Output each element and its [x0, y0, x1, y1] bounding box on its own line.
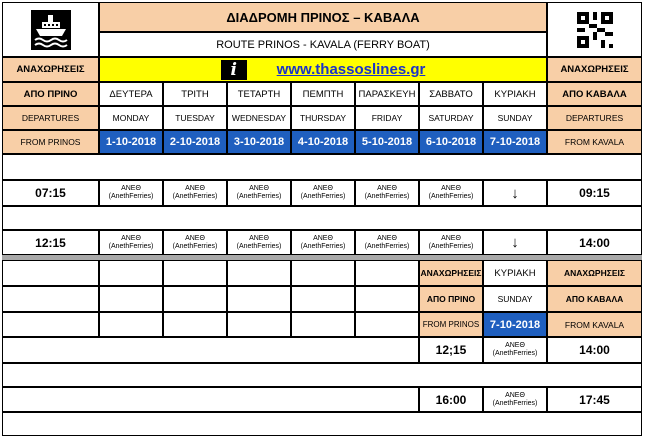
company-name-en: (AnethFerries) — [300, 193, 346, 200]
sunday-day-en: SUNDAY — [483, 286, 547, 312]
day-wednesday-date: 3-10-2018 — [227, 130, 291, 154]
day-sunday-en: SUNDAY — [483, 106, 547, 130]
day-thursday-en: THURSDAY — [291, 106, 355, 130]
empty-cell — [2, 260, 99, 286]
ferry-company-cell — [355, 230, 419, 255]
day-friday-en: FRIDAY — [355, 106, 419, 130]
sunday-departure-kavala-time: 17:45 — [547, 387, 642, 412]
company-name-en: (AnethFerries) — [428, 242, 474, 250]
blank-row — [2, 206, 642, 230]
company-name: ΑΝΕΘ — [185, 234, 205, 242]
day-saturday-date: 6-10-2018 — [419, 130, 483, 154]
ferry-company-cell — [483, 387, 547, 412]
empty-cell — [227, 286, 291, 312]
ferry-company-cell — [99, 230, 163, 255]
down-arrow-icon: ↓ — [483, 230, 547, 255]
left-header-line3: DEPARTURES — [2, 106, 99, 130]
sunday-day-gr: ΚΥΡΙΑΚΗ — [483, 260, 547, 286]
ferry-company-cell — [291, 230, 355, 255]
empty-cell — [355, 286, 419, 312]
day-tuesday-gr: ΤΡΙΤΗ — [163, 82, 227, 106]
company-name-en: (AnethFerries) — [300, 242, 346, 250]
company-name-en: (AnethFerries) — [172, 242, 218, 250]
route-title-english: ROUTE PRINOS - KAVALA (FERRY BOAT) — [99, 32, 547, 57]
company-name: ΑΝΕΘ — [249, 234, 269, 242]
empty-cell — [227, 312, 291, 337]
day-monday-en: MONDAY — [99, 106, 163, 130]
down-arrow-icon: ↓ — [483, 180, 547, 206]
ferry-timetable — [2, 2, 642, 436]
departure-prinos-time: 12:15 — [2, 230, 99, 255]
company-name: ΑΝΕΘ — [313, 185, 333, 192]
info-icon: i — [221, 60, 247, 80]
ferry-logo-cell — [2, 2, 99, 57]
empty-cell — [99, 312, 163, 337]
day-thursday-gr: ΠΕΜΠΤΗ — [291, 82, 355, 106]
ferry-company-cell — [419, 230, 483, 255]
company-name: ΑΝΕΘ — [505, 391, 525, 399]
day-tuesday-en: TUESDAY — [163, 106, 227, 130]
company-name-en: (AnethFerries) — [492, 399, 538, 407]
empty-cell — [355, 260, 419, 286]
route-title-greek: ΔΙΑΔΡΟΜΗ ΠΡΙΝΟΣ – ΚΑΒΑΛΑ — [99, 2, 547, 32]
company-name: ΑΝΕΘ — [121, 185, 141, 192]
day-saturday-en: SATURDAY — [419, 106, 483, 130]
empty-cell — [2, 286, 99, 312]
company-name-en: (AnethFerries) — [364, 242, 410, 250]
ferry-company-cell — [291, 180, 355, 206]
company-name: ΑΝΕΘ — [185, 185, 205, 192]
company-name: ΑΝΕΘ — [505, 342, 525, 349]
empty-cell — [163, 260, 227, 286]
day-monday-date: 1-10-2018 — [99, 130, 163, 154]
departure-prinos-time: 07:15 — [2, 180, 99, 206]
company-name-en: (AnethFerries) — [492, 350, 538, 357]
left-header-line4: FROM PRINOS — [2, 130, 99, 154]
ferry-company-cell — [163, 230, 227, 255]
empty-cell — [355, 312, 419, 337]
day-monday-gr: ΔΕΥΤΕΡΑ — [99, 82, 163, 106]
day-thursday-date: 4-10-2018 — [291, 130, 355, 154]
company-name: ΑΝΕΘ — [377, 185, 397, 192]
empty-cell — [291, 260, 355, 286]
sunday-departure-prinos-time: 16:00 — [419, 387, 483, 412]
sunday-left-header-line2: ΑΠΟ ΠΡΙΝΟ — [419, 286, 483, 312]
departure-kavala-time: 14:00 — [547, 230, 642, 255]
sunday-right-header-line1: ΑΝΑΧΩΡΗΣΕΙΣ — [547, 260, 642, 286]
blank-row — [2, 154, 642, 180]
sunday-left-header-line1: ΑΝΑΧΩΡΗΣΕΙΣ — [419, 260, 483, 286]
sunday-right-header-line2: ΑΠΟ ΚΑΒΑΛΑ — [547, 286, 642, 312]
ferry-company-cell — [483, 337, 547, 363]
ferry-company-cell — [419, 180, 483, 206]
empty-cell — [2, 337, 419, 363]
blank-row — [2, 412, 642, 436]
ferry-company-cell — [163, 180, 227, 206]
company-name-en: (AnethFerries) — [108, 193, 154, 200]
empty-cell — [291, 312, 355, 337]
company-name-en: (AnethFerries) — [108, 242, 154, 250]
website-link[interactable]: www.thassoslines.gr — [276, 61, 426, 78]
day-friday-gr: ΠΑΡΑΣΚΕΥΗ — [355, 82, 419, 106]
empty-cell — [163, 312, 227, 337]
ferry-company-cell — [227, 180, 291, 206]
company-name-en: (AnethFerries) — [172, 193, 218, 200]
qr-code-cell — [547, 2, 642, 57]
day-sunday-date: 7-10-2018 — [483, 130, 547, 154]
day-sunday-gr: ΚΥΡΙΑΚΗ — [483, 82, 547, 106]
empty-cell — [227, 260, 291, 286]
sunday-departure-prinos-time: 12;15 — [419, 337, 483, 363]
day-wednesday-gr: ΤΕΤΑΡΤΗ — [227, 82, 291, 106]
website-banner — [99, 57, 547, 82]
sunday-left-header-line3: FROM PRINOS — [419, 312, 483, 337]
ferry-company-cell — [355, 180, 419, 206]
left-header-line1: ΑΝΑΧΩΡΗΣΕΙΣ — [2, 57, 99, 82]
company-name: ΑΝΕΘ — [313, 234, 333, 242]
company-name-en: (AnethFerries) — [364, 193, 410, 200]
day-tuesday-date: 2-10-2018 — [163, 130, 227, 154]
ferry-ship-icon — [31, 10, 71, 50]
departure-kavala-time: 09:15 — [547, 180, 642, 206]
empty-cell — [99, 260, 163, 286]
left-header-line2: ΑΠΟ ΠΡΙΝΟ — [2, 82, 99, 106]
empty-cell — [2, 387, 419, 412]
day-wednesday-en: WEDNESDAY — [227, 106, 291, 130]
empty-cell — [163, 286, 227, 312]
empty-cell — [291, 286, 355, 312]
company-name: ΑΝΕΘ — [377, 234, 397, 242]
sunday-day-date: 7-10-2018 — [483, 312, 547, 337]
company-name: ΑΝΕΘ — [441, 234, 461, 242]
right-header-line3: DEPARTURES — [547, 106, 642, 130]
ferry-company-cell — [99, 180, 163, 206]
day-saturday-gr: ΣΑΒΒΑΤΟ — [419, 82, 483, 106]
blank-row — [2, 363, 642, 387]
company-name: ΑΝΕΘ — [249, 185, 269, 192]
right-header-line1: ΑΝΑΧΩΡΗΣΕΙΣ — [547, 57, 642, 82]
qr-code-icon — [577, 12, 613, 48]
empty-cell — [99, 286, 163, 312]
sunday-right-header-line3: FROM KAVALA — [547, 312, 642, 337]
company-name-en: (AnethFerries) — [236, 193, 282, 200]
ferry-company-cell — [227, 230, 291, 255]
company-name: ΑΝΕΘ — [121, 234, 141, 242]
empty-cell — [2, 312, 99, 337]
company-name: ΑΝΕΘ — [441, 185, 461, 192]
sunday-departure-kavala-time: 14:00 — [547, 337, 642, 363]
right-header-line4: FROM KAVALA — [547, 130, 642, 154]
right-header-line2: ΑΠΟ ΚΑΒΑΛΑ — [547, 82, 642, 106]
company-name-en: (AnethFerries) — [428, 193, 474, 200]
company-name-en: (AnethFerries) — [236, 242, 282, 250]
day-friday-date: 5-10-2018 — [355, 130, 419, 154]
